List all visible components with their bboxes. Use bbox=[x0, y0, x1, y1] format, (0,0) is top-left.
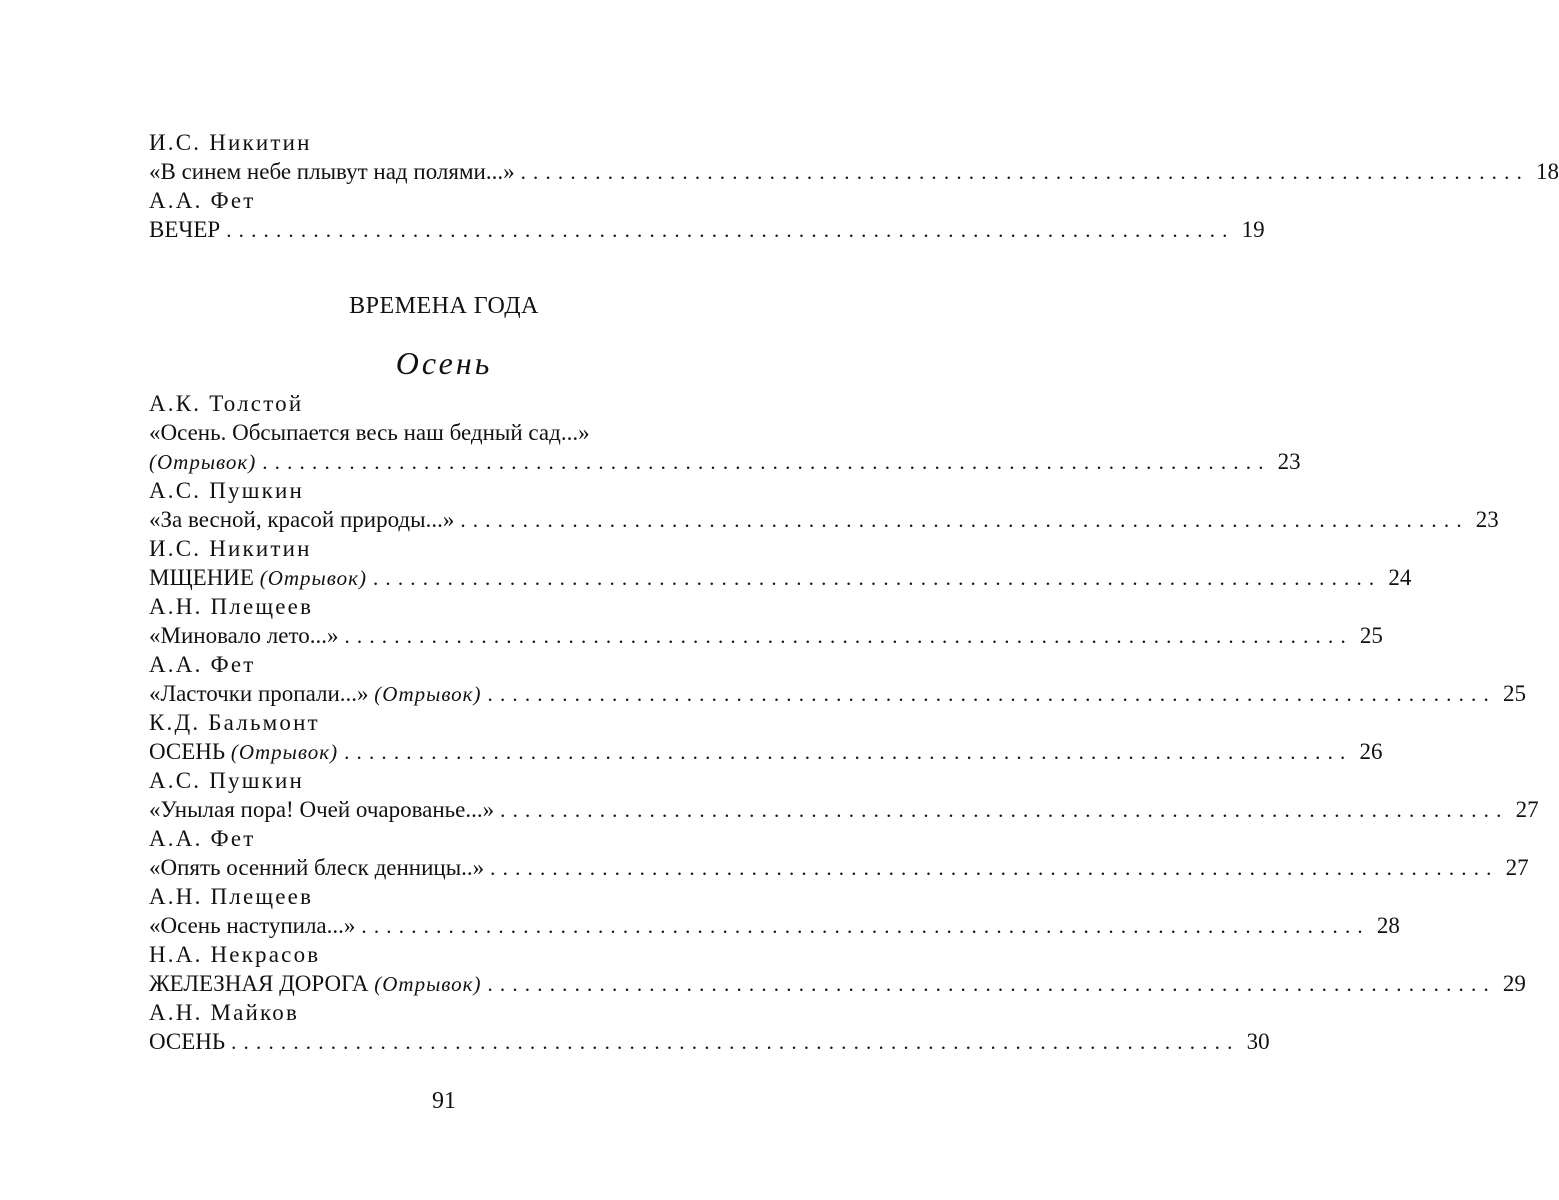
dot-leader: ................................................................................. bbox=[372, 566, 1382, 590]
toc-entry-page: 18 bbox=[1536, 159, 1559, 184]
toc-entry-title: «В синем небе плывут над полями...» bbox=[149, 159, 515, 184]
dot-leader: ................................................................................. bbox=[490, 856, 1499, 880]
toc-entry-page: 23 bbox=[1475, 507, 1499, 532]
toc-entry-title bbox=[149, 679, 482, 709]
toc-entry-title bbox=[149, 737, 338, 767]
toc-entry-page: 19 bbox=[1241, 217, 1265, 242]
dot-leader: ................................................................................. bbox=[500, 798, 1509, 822]
toc-entry[interactable] bbox=[149, 215, 1265, 244]
section-title: ВРЕМЕНА ГОДА bbox=[349, 293, 539, 319]
toc-entry[interactable] bbox=[149, 679, 1526, 708]
dot-leader: ................................................................................. bbox=[226, 218, 1235, 242]
toc-entry[interactable] bbox=[149, 621, 1383, 650]
toc-entry[interactable] bbox=[149, 563, 1412, 592]
toc-entry[interactable] bbox=[149, 505, 1499, 534]
dot-leader: ................................................................................. bbox=[520, 160, 1530, 184]
toc-author: А.А. Фет bbox=[149, 188, 256, 213]
toc-author: А.Н. Плещеев bbox=[149, 594, 314, 619]
toc-entry-title: «Опять осенний блеск денницы..» bbox=[149, 855, 485, 880]
subsection-title: Осень bbox=[395, 345, 493, 381]
toc-main-block bbox=[149, 389, 1539, 1056]
toc-entry[interactable] bbox=[149, 737, 1383, 766]
toc-author: К.Д. Бальмонт bbox=[149, 710, 320, 735]
page-number: 91 bbox=[432, 1088, 456, 1114]
toc-entry[interactable] bbox=[149, 795, 1539, 824]
toc-entry-note: (Отрывок) bbox=[149, 450, 257, 474]
toc-entry[interactable] bbox=[149, 447, 1301, 476]
toc-author: А.С. Пушкин bbox=[149, 478, 305, 503]
toc-entry-note: (Отрывок) bbox=[230, 740, 339, 764]
toc-author: А.К. Толстой bbox=[149, 391, 304, 416]
toc-author: А.А. Фет bbox=[149, 826, 256, 851]
toc-entry-title bbox=[149, 563, 367, 593]
toc-entry-title: «Миновало лето...» bbox=[149, 623, 339, 648]
toc-entry-title-text: МЩЕНИЕ bbox=[149, 565, 254, 590]
toc-entry-title: «Унылая пора! Очей очарованье...» bbox=[149, 797, 495, 822]
toc-entry-title-text: ОСЕНЬ bbox=[149, 739, 226, 764]
toc-entry[interactable] bbox=[149, 1027, 1270, 1056]
toc-entry-note: (Отрывок) bbox=[374, 972, 482, 996]
book-page bbox=[149, 0, 1559, 1200]
toc-entry-title bbox=[149, 969, 481, 999]
toc-entry[interactable] bbox=[149, 969, 1526, 998]
toc-entry-page: 27 bbox=[1505, 855, 1529, 880]
toc-entry-page: 27 bbox=[1515, 797, 1539, 822]
dot-leader: ................................................................................. bbox=[361, 914, 1370, 938]
toc-author: И.С. Никитин bbox=[149, 536, 312, 561]
toc-entry-title-text: «Ласточки пропали...» bbox=[149, 681, 369, 706]
toc-entry-note: (Отрывок) bbox=[259, 566, 367, 590]
toc-author: Н.А. Некрасов bbox=[149, 942, 321, 967]
toc-entry[interactable] bbox=[149, 911, 1400, 940]
toc-entry-note: (Отрывок) bbox=[374, 682, 482, 706]
toc-entry-page: 25 bbox=[1359, 623, 1383, 648]
toc-entry-page: 30 bbox=[1246, 1029, 1270, 1054]
toc-entry-page: 23 bbox=[1277, 449, 1301, 474]
toc-entry-page: 29 bbox=[1502, 971, 1526, 996]
toc-entry-title: ОСЕНЬ bbox=[149, 1029, 226, 1054]
toc-author: А.С. Пушкин bbox=[149, 768, 305, 793]
dot-leader: ................................................................................. bbox=[344, 740, 1353, 764]
toc-author: А.А. Фет bbox=[149, 652, 256, 677]
dot-leader: ................................................................................. bbox=[460, 508, 1469, 532]
toc-top-block bbox=[149, 128, 1559, 244]
toc-entry-page: 25 bbox=[1502, 681, 1526, 706]
toc-author: И.С. Никитин bbox=[149, 130, 312, 155]
toc-entry-page: 28 bbox=[1376, 913, 1400, 938]
toc-entry-title-text: ЖЕЛЕЗНАЯ ДОРОГА bbox=[149, 971, 369, 996]
toc-entry-title: «Осень наступила...» bbox=[149, 913, 356, 938]
dot-leader: ................................................................................. bbox=[231, 1030, 1240, 1054]
dot-leader: ................................................................................. bbox=[344, 624, 1353, 648]
toc-entry-page: 26 bbox=[1359, 739, 1383, 764]
dot-leader: ................................................................................. bbox=[487, 682, 1496, 706]
toc-entry-title: ВЕЧЕР bbox=[149, 217, 221, 242]
toc-author: А.Н. Плещеев bbox=[149, 884, 314, 909]
dot-leader: ................................................................................. bbox=[487, 972, 1496, 996]
toc-entry-title: «За весной, красой природы...» bbox=[149, 507, 455, 532]
toc-entry[interactable] bbox=[149, 853, 1529, 882]
toc-entry-title[interactable]: «Осень. Обсыпается весь наш бедный сад...» bbox=[149, 420, 590, 445]
dot-leader: ................................................................................. bbox=[262, 450, 1271, 474]
toc-author: А.Н. Майков bbox=[149, 1000, 300, 1025]
toc-entry-page: 24 bbox=[1388, 565, 1412, 590]
toc-entry[interactable] bbox=[149, 157, 1559, 186]
